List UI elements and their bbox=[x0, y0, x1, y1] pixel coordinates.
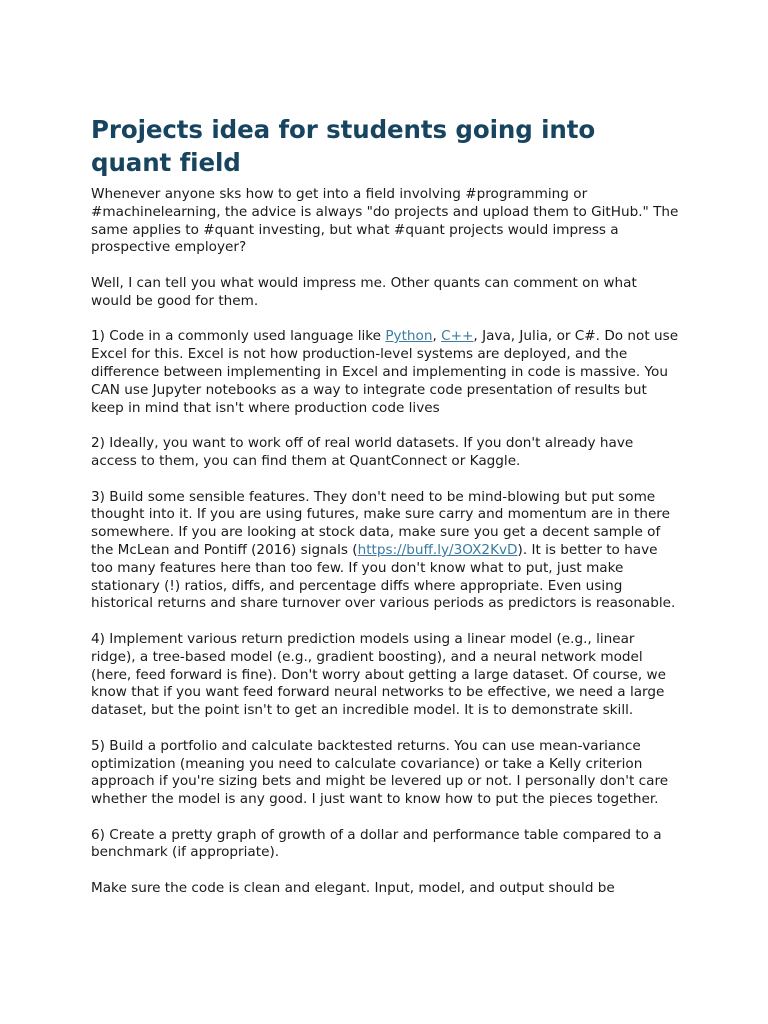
paragraph-step-5: 5) Build a portfolio and calculate backtested returns. You can use mean-variance optimization (meaning you need to calculate covariance) or take a Kelly criterion approach if you're sizing bets and might be levered up or not. I personally don't care whether the model is any good. I just want to know how to put the pieces together. bbox=[91, 737, 669, 808]
paragraph-step-3 bbox=[91, 489, 680, 614]
document-title: Projects idea for students going into quant field bbox=[91, 115, 596, 177]
step-1-text-post: , Java, Julia, or C#. Do not use Excel for this. Excel is not how production-level systems are deployed, and the difference between implementing in Excel and implementing in code is massive. You CAN use Jupyter notebooks as a way to integrate code presentation of results but keep in mind that isn't where production code lives bbox=[91, 328, 679, 416]
step-1-text-pre: 1) Code in a commonly used language like bbox=[91, 328, 386, 345]
step-3-text-post: ). It is better to have too many features here than too few. If you don't know what to put, just make stationary (!) ratios, diffs, and percentage diffs where appropriate. Even using historical returns and share turnover over various periods as predictors is reasonable. bbox=[91, 541, 676, 612]
paragraph-intro: Whenever anyone sks how to get into a field involving #programming or #machinelearning, the advice is always "do projects and upload them to GitHub." The same applies to #quant investing, but what #quant projects would impress a prospective employer? bbox=[91, 186, 679, 256]
signals-url-link[interactable]: https://buff.ly/3OX2KvD bbox=[357, 541, 518, 558]
paragraph-closing: Make sure the code is clean and elegant. Input, model, and output should be bbox=[91, 880, 615, 897]
cpp-link[interactable]: C++ bbox=[441, 328, 474, 345]
step-3-text-pre: 3) Build some sensible features. They don't need to be mind-blowing but put some thought into it. If you are using futures, make sure carry and momentum are in there somewhere. If you are looking at stock data, make sure you get a decent sample of the McLean and Pontiff (2016) signals ( bbox=[91, 488, 670, 558]
paragraph-step-2: 2) Ideally, you want to work off of real world datasets. If you don't already have access to them, you can find them at QuantConnect or Kaggle. bbox=[91, 435, 634, 469]
step-1-separator: , bbox=[432, 328, 442, 345]
paragraph-step-6: 6) Create a pretty graph of growth of a dollar and performance table compared to a benchmark (if appropriate). bbox=[91, 826, 662, 861]
paragraph-step-4: 4) Implement various return prediction models using a linear model (e.g., linear ridge), a tree-based model (e.g., gradient boosting), and a neural network model (here, feed forward is fine). Don't worry about getting a large dataset. Of course, we know that if you want feed forward neural networks to be effective, we need a large dataset, but the point isn't to get an incredible model. It is to demonstrate skill. bbox=[91, 630, 667, 719]
paragraph-impress: Well, I can tell you what would impress me. Other quants can comment on what would be good for them. bbox=[91, 274, 637, 309]
document-body bbox=[91, 186, 680, 898]
paragraph-step-1 bbox=[91, 328, 680, 417]
python-link[interactable]: Python bbox=[385, 328, 433, 345]
